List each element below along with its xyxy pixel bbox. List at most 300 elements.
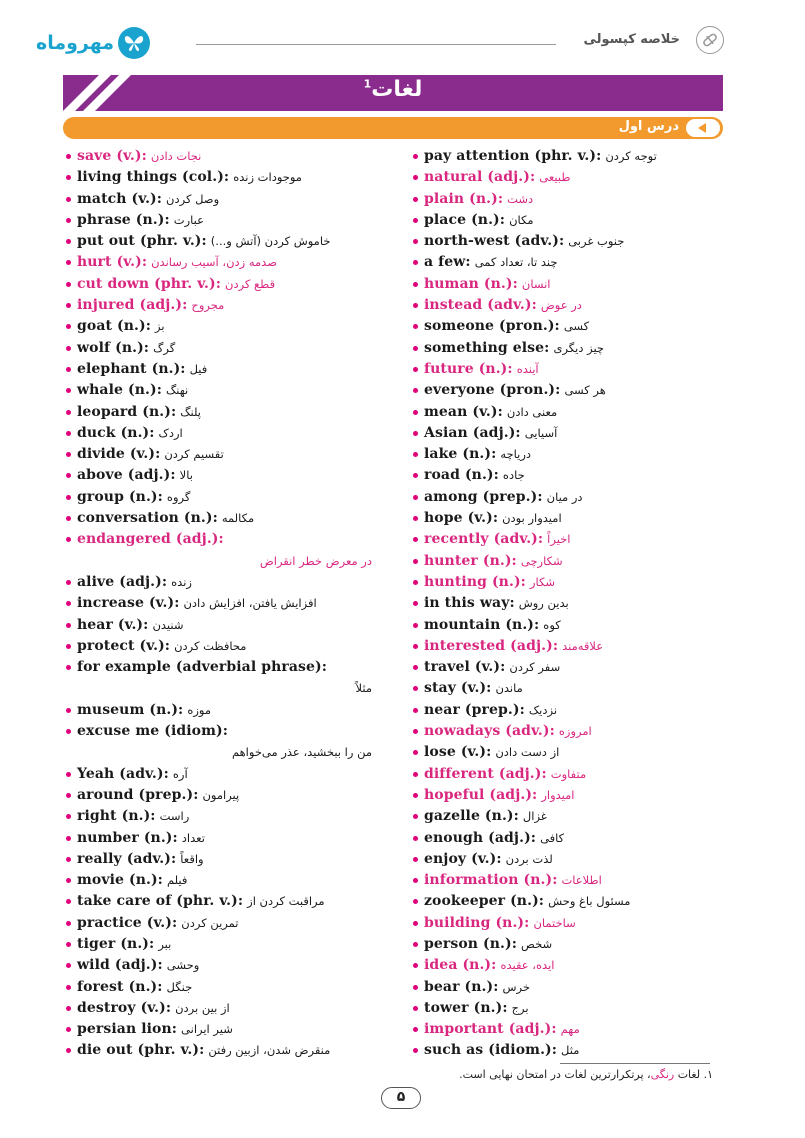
word-entry [66, 913, 386, 934]
english-term: instead (adv.): [424, 297, 537, 314]
bullet-icon [413, 985, 418, 990]
bullet-icon [66, 473, 71, 478]
bullet-icon [413, 346, 418, 351]
word-entry [413, 828, 733, 849]
persian-meaning: شکار [529, 574, 555, 589]
persian-meaning: مراقبت کردن از [247, 894, 325, 909]
english-term: tiger (n.): [77, 935, 155, 952]
bullet-icon [413, 175, 418, 180]
bullet-icon [413, 282, 418, 287]
english-term: building (n.): [424, 914, 530, 931]
persian-meaning: مهم [560, 1022, 580, 1037]
bullet-icon [66, 921, 71, 926]
bullet-icon [66, 431, 71, 436]
persian-meaning: محافظت کردن [174, 638, 247, 653]
word-entry [413, 359, 733, 380]
english-term: stay (v.): [424, 680, 492, 697]
word-entry [66, 998, 386, 1019]
persian-meaning: تعداد [181, 830, 205, 845]
bullet-icon [413, 388, 418, 393]
word-entry [413, 444, 733, 465]
page-title [63, 77, 723, 102]
bullet-icon [413, 686, 418, 691]
english-term: protect (v.): [77, 637, 171, 654]
word-entry [66, 636, 386, 657]
word-entry [413, 998, 733, 1019]
publisher-logo [36, 26, 150, 60]
bullet-icon [413, 899, 418, 904]
bullet-icon [66, 495, 71, 500]
persian-meaning: وحشی [166, 958, 200, 973]
persian-meaning: شنیدن [152, 617, 184, 632]
persian-meaning: نجات دادن [150, 149, 202, 163]
bullet-icon [413, 750, 418, 755]
bullet-icon [66, 1006, 71, 1011]
english-term: endangered (adj.): [77, 531, 224, 548]
english-term: hunter (n.): [424, 552, 517, 569]
bullet-icon [413, 367, 418, 372]
bullet-icon [66, 857, 71, 862]
word-entry [66, 785, 386, 806]
english-term: future (n.): [424, 360, 513, 377]
persian-meaning: موزه [187, 702, 212, 717]
persian-meaning: افزایش یافتن، افزایش دادن [183, 596, 317, 611]
bullet-icon [413, 814, 418, 819]
english-term: number (n.): [77, 829, 178, 846]
section-label: خلاصه کپسولی [583, 32, 680, 47]
bullet-icon [413, 580, 418, 585]
word-entry [66, 402, 386, 423]
english-term: forest (n.): [77, 978, 163, 995]
word-entry [413, 295, 733, 316]
english-term: for example (adverbial phrase): [77, 659, 328, 676]
lesson-bar [63, 117, 723, 139]
persian-meaning: مجروح [191, 298, 225, 313]
english-term: destroy (v.): [77, 999, 172, 1016]
english-term: among (prep.): [424, 488, 543, 505]
word-entry [413, 274, 733, 295]
footnote-divider [560, 1063, 710, 1064]
english-term: excuse me (idiom): [77, 723, 229, 740]
english-term: nowadays (adv.): [424, 723, 555, 740]
english-term: hope (v.): [424, 510, 499, 527]
persian-meaning: دریاچه [500, 447, 531, 462]
word-entry [413, 977, 733, 998]
bullet-icon [66, 452, 71, 457]
english-term: hopeful (adj.): [424, 786, 538, 803]
bullet-icon [413, 665, 418, 670]
english-term: road (n.): [424, 467, 499, 484]
word-entry [413, 380, 733, 401]
footnote-text-part3: ، پرتکرارترین لغات در امتحان نهایی است. [459, 1068, 651, 1081]
persian-meaning: نهنگ [165, 383, 189, 398]
persian-meaning: خرس [502, 979, 530, 994]
word-entry [66, 572, 386, 593]
persian-meaning: شخص [521, 936, 553, 951]
persian-meaning: فیل [189, 361, 208, 376]
english-term: zookeeper (n.): [424, 893, 545, 910]
word-entry [413, 891, 733, 912]
word-entry [66, 828, 386, 849]
persian-meaning: شکارچی [520, 553, 563, 568]
bullet-icon [413, 473, 418, 478]
butterfly-icon [118, 27, 150, 59]
word-entry [413, 167, 733, 188]
bullet-icon [66, 601, 71, 606]
english-term: enough (adj.): [424, 829, 537, 846]
english-term: lose (v.): [424, 744, 492, 761]
bullet-icon [413, 452, 418, 457]
persian-meaning: ماندن [495, 681, 523, 696]
english-term: museum (n.): [77, 701, 184, 718]
bullet-icon [413, 303, 418, 308]
english-term: hurt (v.): [77, 254, 148, 271]
persian-meaning: تمرین کردن [181, 915, 239, 930]
persian-meaning: پیرامون [202, 787, 240, 802]
word-entry [66, 252, 386, 273]
persian-meaning: کسی [563, 319, 590, 334]
persian-meaning: راست [159, 809, 190, 824]
word-entry [66, 700, 386, 721]
bullet-icon [66, 218, 71, 223]
bullet-icon [413, 729, 418, 734]
english-term: tower (n.): [424, 999, 508, 1016]
word-entry [66, 423, 386, 444]
word-entry [413, 338, 733, 359]
word-entry [66, 764, 386, 785]
english-term: a few: [424, 254, 471, 271]
word-entry [66, 146, 386, 167]
english-term: bear (n.): [424, 978, 499, 995]
english-term: mountain (n.): [424, 616, 540, 633]
word-entry [66, 934, 386, 955]
bullet-icon [413, 410, 418, 415]
persian-meaning: فیلم [166, 873, 188, 888]
persian-meaning: علاقه‌مند [562, 638, 604, 653]
bullet-icon [66, 772, 71, 777]
english-term: human (n.): [424, 275, 518, 292]
persian-meaning: امروزه [558, 724, 592, 739]
persian-meaning: مثلاً [355, 681, 372, 696]
word-entry [413, 572, 733, 593]
word-entry [66, 508, 386, 529]
persian-meaning: معنی دادن [506, 404, 558, 419]
persian-meaning: عبارت [173, 212, 204, 227]
word-entry [66, 721, 386, 742]
word-entry [66, 955, 386, 976]
word-entry [413, 955, 733, 976]
persian-meaning: کوه [543, 617, 561, 632]
persian-meaning: هر کسی [564, 383, 606, 398]
bullet-icon [413, 324, 418, 329]
word-entry [66, 806, 386, 827]
word-entry [66, 657, 386, 678]
english-term: everyone (pron.): [424, 382, 561, 399]
persian-meaning: مثل [561, 1043, 580, 1058]
word-entry [413, 316, 733, 337]
bullet-icon [66, 154, 71, 159]
bullet-icon [413, 942, 418, 947]
english-term: Asian (adj.): [424, 424, 521, 441]
word-entry [66, 338, 386, 359]
bullet-icon [66, 729, 71, 734]
persian-meaning: طبیعی [539, 170, 571, 185]
english-term: elephant (n.): [77, 360, 186, 377]
bullet-icon [66, 814, 71, 819]
english-term: such as (idiom.): [424, 1042, 558, 1059]
persian-meaning: در عوض [540, 298, 582, 313]
bullet-icon [413, 644, 418, 649]
persian-meaning: کافی [540, 830, 565, 845]
persian-meaning: چند تا، تعداد کمی [474, 255, 558, 270]
persian-meaning: مکان [509, 212, 534, 227]
word-entry [413, 849, 733, 870]
bullet-icon [66, 175, 71, 180]
persian-meaning: آینده [516, 361, 539, 376]
persian-meaning: از بین بردن [175, 1000, 230, 1015]
header-divider [196, 44, 556, 45]
bullet-icon [413, 239, 418, 244]
english-term: plain (n.): [424, 190, 504, 207]
bullet-icon [66, 899, 71, 904]
english-term: person (n.): [424, 935, 518, 952]
persian-meaning: ساختمان [533, 915, 576, 930]
bullet-icon [413, 559, 418, 564]
persian-meaning: متفاوت [550, 766, 587, 781]
persian-meaning: بالا [179, 468, 193, 483]
bullet-icon [66, 580, 71, 585]
word-entry [66, 231, 386, 252]
english-term: phrase (n.): [77, 211, 170, 228]
persian-meaning: شیر ایرانی [181, 1022, 233, 1037]
bullet-icon [66, 1048, 71, 1053]
english-term: travel (v.): [424, 659, 506, 676]
word-entry [413, 657, 733, 678]
word-entry [413, 231, 733, 252]
word-entry [413, 189, 733, 210]
word-entry [66, 274, 386, 295]
word-entry [413, 529, 733, 550]
english-term: pay attention (phr. v.): [424, 148, 602, 164]
bullet-icon [413, 154, 418, 159]
english-term: place (n.): [424, 211, 506, 228]
arrow-left-icon [686, 119, 720, 137]
english-term: natural (adj.): [424, 169, 536, 186]
bullet-icon [66, 516, 71, 521]
bullet-icon [66, 793, 71, 798]
english-term: hear (v.): [77, 616, 149, 633]
english-term: movie (n.): [77, 872, 163, 889]
word-entry [413, 742, 733, 763]
word-entry [66, 316, 386, 337]
word-entry [413, 636, 733, 657]
english-term: divide (v.): [77, 446, 161, 463]
word-entry [413, 1019, 733, 1040]
bullet-icon [66, 623, 71, 628]
english-term: someone (pron.): [424, 318, 560, 335]
word-entry [413, 423, 733, 444]
english-term: whale (n.): [77, 382, 162, 399]
footnote [459, 1068, 713, 1081]
bullet-icon [413, 218, 418, 223]
word-entry [413, 402, 733, 423]
word-entry [413, 487, 733, 508]
bullet-icon [66, 1027, 71, 1032]
persian-meaning: انسان [521, 276, 551, 291]
persian-meaning: پلنگ [180, 404, 202, 419]
english-term: group (n.): [77, 488, 163, 505]
word-entry [413, 210, 733, 231]
english-term: idea (n.): [424, 957, 497, 974]
bullet-icon [413, 772, 418, 777]
bullet-icon [413, 793, 418, 798]
bullet-icon [66, 260, 71, 265]
title-text: لغات [371, 77, 423, 102]
bullet-icon [66, 239, 71, 244]
word-entry [66, 870, 386, 891]
word-entry [413, 551, 733, 572]
english-term: increase (v.): [77, 595, 180, 612]
word-entry [66, 167, 386, 188]
bullet-icon [413, 836, 418, 841]
english-term: practice (v.): [77, 914, 178, 931]
bullet-icon [66, 303, 71, 308]
word-entry [66, 1019, 386, 1040]
word-entry [413, 615, 733, 636]
persian-meaning: مسئول باغ وحش [548, 894, 631, 909]
english-term: living things (col.): [77, 169, 230, 186]
persian-meaning: لذت بردن [505, 851, 553, 866]
bullet-icon [413, 963, 418, 968]
persian-meaning: از دست دادن [495, 745, 560, 760]
english-term: die out (phr. v.): [77, 1042, 205, 1059]
bullet-icon [413, 623, 418, 628]
persian-meaning: واقعاً [180, 851, 204, 866]
persian-meaning: توجه کردن [605, 149, 657, 163]
word-entry [66, 891, 386, 912]
word-entry [413, 678, 733, 699]
logo-text: مهروماه [36, 32, 115, 54]
bullet-icon [413, 197, 418, 202]
bullet-icon [413, 601, 418, 606]
bullet-icon [66, 367, 71, 372]
persian-meaning: ببر [158, 936, 172, 951]
english-term: alive (adj.): [77, 573, 168, 590]
bullet-icon [413, 537, 418, 542]
persian-meaning: اردک [158, 425, 183, 440]
english-term: gazelle (n.): [424, 808, 519, 825]
word-entry [413, 721, 733, 742]
persian-meaning: خاموش کردن (آتش و...) [210, 234, 331, 249]
bullet-icon [66, 708, 71, 713]
bullet-icon [66, 388, 71, 393]
english-term: enjoy (v.): [424, 850, 502, 867]
word-entry-continuation [66, 678, 386, 699]
english-term: lake (n.): [424, 446, 497, 463]
persian-meaning: بدین روش [518, 596, 569, 611]
word-entry [66, 849, 386, 870]
persian-meaning: ایده، عقیده [500, 958, 555, 973]
persian-meaning: نزدیک [528, 702, 558, 717]
word-entry [413, 252, 733, 273]
bullet-icon [413, 1027, 418, 1032]
english-term: mean (v.): [424, 403, 503, 420]
english-term: put out (phr. v.): [77, 233, 207, 250]
english-term: near (prep.): [424, 701, 525, 718]
bullet-icon [413, 495, 418, 500]
word-entry [66, 593, 386, 614]
word-entry [66, 465, 386, 486]
word-entry [413, 785, 733, 806]
english-term: take care of (phr. v.): [77, 893, 244, 910]
english-term: above (adj.): [77, 467, 176, 484]
bullet-icon [413, 1048, 418, 1053]
persian-meaning: زنده [171, 574, 192, 589]
bullet-icon [413, 516, 418, 521]
english-term: duck (n.): [77, 424, 155, 441]
english-term: goat (n.): [77, 318, 152, 335]
left-word-column [66, 146, 386, 1062]
persian-meaning: دشت [507, 191, 534, 206]
english-term: recently (adv.): [424, 531, 544, 548]
persian-meaning: در معرض خطر انقراض [259, 553, 372, 568]
persian-meaning: جاده [502, 468, 525, 483]
english-term: hunting (n.): [424, 573, 526, 590]
persian-meaning: برج [511, 1000, 529, 1015]
bullet-icon [66, 537, 71, 542]
persian-meaning: جنگل [166, 979, 193, 994]
english-term: leopard (n.): [77, 403, 177, 420]
persian-meaning: صدمه زدن، آسیب رساندن [151, 255, 277, 270]
bullet-icon [413, 1006, 418, 1011]
word-entry [413, 593, 733, 614]
persian-meaning: بز [155, 319, 165, 334]
title-footnote-ref: 1 [363, 77, 372, 91]
right-word-column [413, 146, 733, 1062]
english-term: different (adj.): [424, 765, 547, 782]
bullet-icon [66, 197, 71, 202]
persian-meaning: گرگ [153, 340, 176, 355]
persian-meaning: آره [172, 766, 188, 781]
page-number: ۵ [381, 1087, 421, 1109]
word-entry [66, 359, 386, 380]
bullet-icon [66, 346, 71, 351]
word-entry-continuation [66, 551, 386, 572]
bullet-icon [66, 985, 71, 990]
word-entry [66, 210, 386, 231]
english-term: around (prep.): [77, 786, 199, 803]
persian-meaning: آسیایی [524, 425, 558, 440]
english-term: cut down (phr. v.): [77, 275, 221, 292]
bullet-icon [66, 665, 71, 670]
bullet-icon [66, 644, 71, 649]
persian-meaning: منقرض شدن، ازبین رفتن [208, 1043, 331, 1058]
word-entry [66, 189, 386, 210]
english-term: Yeah (adv.): [77, 765, 169, 782]
persian-meaning: اطلاعات [561, 873, 602, 888]
word-entry [413, 764, 733, 785]
english-term: in this way: [424, 595, 515, 612]
title-banner [63, 75, 723, 111]
bullet-icon [413, 260, 418, 265]
footnote-text-part1: لغات [677, 1068, 701, 1081]
english-term: north-west (adv.): [424, 233, 565, 250]
word-entry [413, 934, 733, 955]
bullet-icon [66, 282, 71, 287]
english-term: interested (adj.): [424, 637, 559, 654]
capsule-icon [696, 26, 724, 54]
persian-meaning: سفر کردن [509, 660, 561, 675]
